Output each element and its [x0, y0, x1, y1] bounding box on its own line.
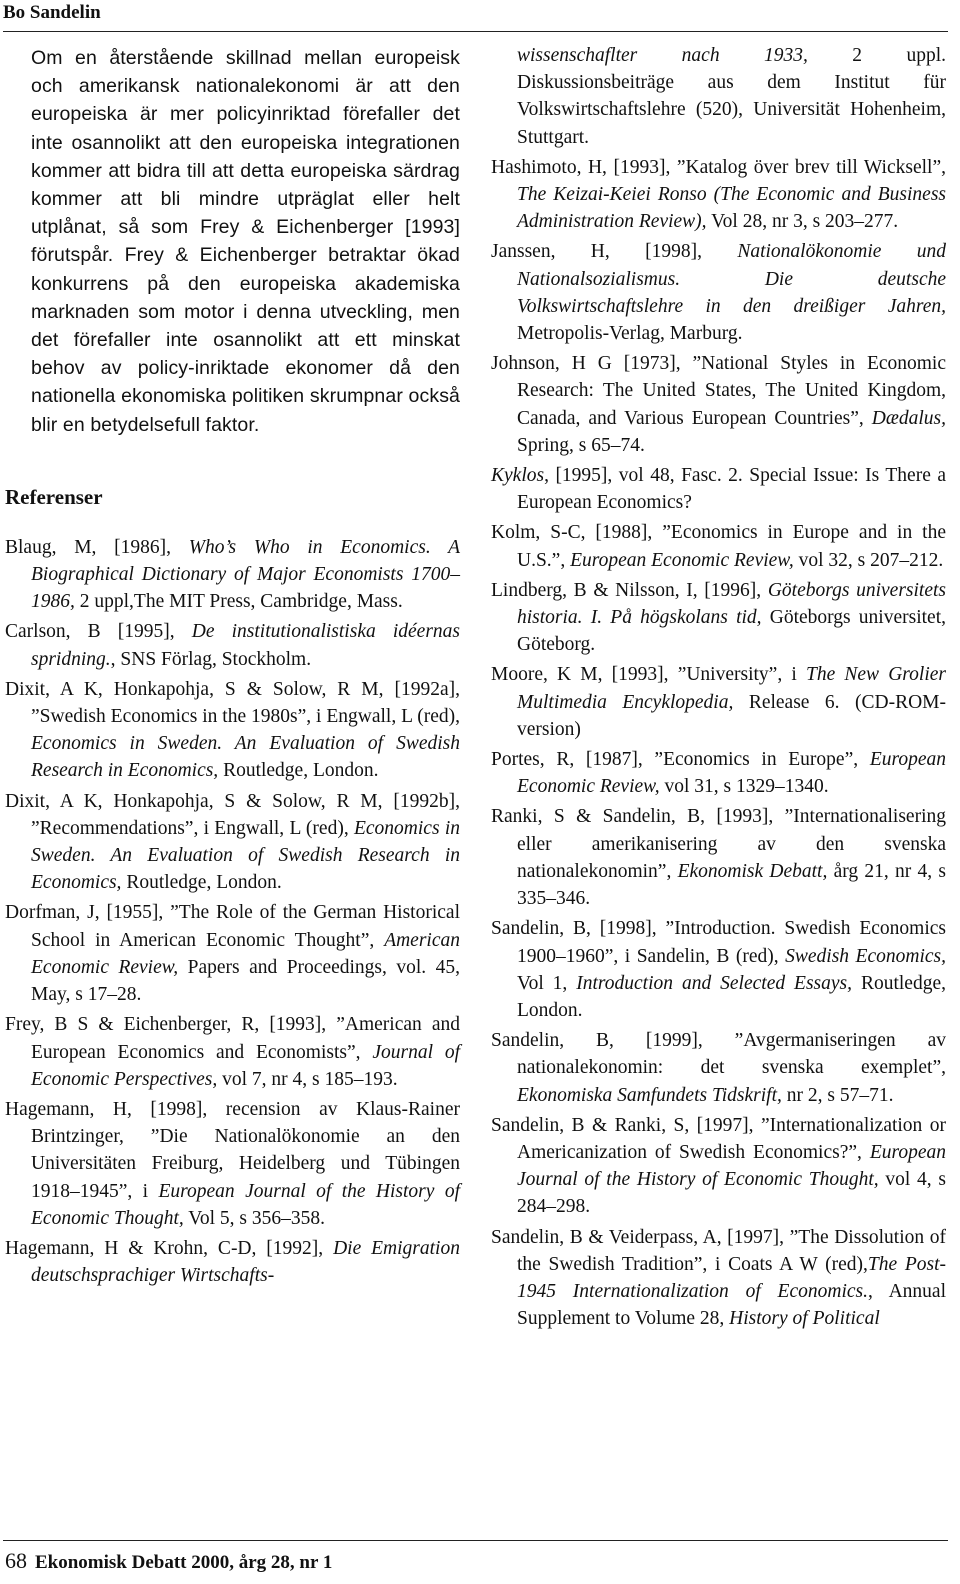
body-paragraph: Om en återstående skillnad mellan europeisk och amerikansk nationalekonomi är att den europeiska är mer policyinriktad förefaller det inte osannolikt att den europeiska integrationen kommer att bidra till att detta europeiska särdrag kommer att bli mindre utpräglat eller helt utplånat, så som Frey & Eichenberger [1993] förutspår. Frey & Eichenberger betraktar ökad konkurrens på den europeiska akademiska marknaden som motor i denna utveckling, men det förefaller inte osannolikt att ett minskat behov av policy-inriktade ekonomer då den nationella ekonomiska politiken skrumpnar också blir en betydelsefull faktor. [31, 47, 460, 436]
right-column [491, 42, 946, 1335]
reference-entry: Portes, R, [1987], ”Economics in Europe”, European Economic Review, vol 31, s 1329–1340. [491, 749, 946, 798]
reference-entry: Dorfman, J, [1955], ”The Role of the German Historical School in American Economic Thought”, American Economic Review, Papers and Proceedings, vol. 45, May, s 17–28. [5, 902, 460, 1006]
reference-entry: Janssen, H, [1998], Nationalökonomie und Nationalsozialismus. Die deutsche Volkswirtschaftslehre in den dreißiger Jahren, Metropolis-Verlag, Marburg. [491, 241, 946, 345]
page-footer [5, 1548, 332, 1574]
references-heading: Referenser [5, 484, 103, 509]
references-list-left [5, 534, 460, 1289]
reference-entry: Lindberg, B & Nilsson, I, [1996], Göteborgs universitets historia. I. På högskolans tid, Göteborgs universitet, Göteborg. [491, 579, 946, 656]
reference-entry: Carlson, B [1995], De institutionalistiska idéernas spridning., SNS Förlag, Stockholm. [5, 621, 460, 670]
reference-entry: Hagemann, H & Krohn, C-D, [1992], Die Emigration deutschsprachiger Wirtschafts- [5, 1237, 460, 1287]
references-list-right [491, 42, 946, 1332]
reference-entry: Kyklos, [1995], vol 48, Fasc. 2. Special Issue: Is There a European Economics? [491, 465, 946, 514]
reference-entry: Johnson, H G [1973], ”National Styles in Economic Research: The United States, The United Kingdom, Canada, and Various European Countries”, Dædalus, Spring, s 65–74. [491, 353, 946, 456]
reference-entry: Sandelin, B & Veiderpass, A, [1997], ”The Dissolution of the Swedish Tradition”, i Coats A W (red),The Post-1945 Internationalization of Economics., Annual Supplement to Volume 28, History of Political [491, 1226, 946, 1330]
left-column [5, 44, 460, 1292]
reference-entry: Hashimoto, H, [1993], ”Katalog över brev till Wicksell”, The Keizai-Keiei Ronso (The Economic and Business Administration Review), Vol 28, nr 3, s 203–277. [491, 156, 946, 233]
reference-entry: Hagemann, H, [1998], recension av Klaus-Rainer Brintzinger, ”Die Nationalökonomie an den Universitäten Freiburg, Heidelberg und Tübingen 1918–1945”, i European Journal of the History of Economic Thought, Vol 5, s 356–358. [5, 1098, 460, 1229]
reference-entry: Ranki, S & Sandelin, B, [1993], ”Internationalisering eller amerikanisering av den svenska nationalekonomin”, Ekonomisk Debatt, årg 21, nr 4, s 335–346. [491, 806, 946, 910]
reference-entry: Kolm, S-C, [1988], ”Economics in Europe and in the U.S.”, European Economic Review, vol 32, s 207–212. [491, 522, 946, 571]
page-number: 68 [5, 1548, 27, 1573]
reference-entry: Sandelin, B, [1998], ”Introduction. Swedish Economics 1900–1960”, i Sandelin, B (red), Swedish Economics, Vol 1, Introduction and Selected Essays, Routledge, London. [491, 918, 946, 1021]
reference-entry: wissenschaflter nach 1933, 2 uppl. Diskussionsbeiträge aus dem Institut für Volkswirtschaftslehre (520), Universität Hohenheim, Stuttgart. [517, 45, 947, 148]
reference-entry: Frey, B S & Eichenberger, R, [1993], ”American and European Economics and Economists”, Journal of Economic Perspectives, vol 7, nr 4, s 185–193. [5, 1014, 460, 1090]
reference-entry: Blaug, M, [1986], Who’s Who in Economics. A Biographical Dictionary of Major Economists 1700–1986, 2 uppl,The MIT Press, Cambridge, Mass. [5, 536, 460, 613]
running-header [3, 0, 948, 32]
header-author: Bo Sandelin [3, 2, 101, 23]
reference-entry: Dixit, A K, Honkapohja, S & Solow, R M, [1992a], ”Swedish Economics in the 1980s”, i Engwall, L (red), Economics in Sweden. An Evaluation of Swedish Research in Economics, Routledge, London. [5, 678, 460, 782]
reference-entry: Moore, K M, [1993], ”University”, i The New Grolier Multimedia Encyklopedia, Release 6. (CD-ROM-version) [491, 664, 946, 740]
reference-entry: Sandelin, B, [1999], ”Avgermaniseringen av nationalekonomin: det svenska exemplet”, Ekonomiska Samfundets Tidskrift, nr 2, s 57–71. [491, 1030, 946, 1106]
journal-info: Ekonomisk Debatt 2000, årg 28, nr 1 [35, 1552, 333, 1573]
reference-entry: Sandelin, B & Ranki, S, [1997], ”Internationalization or Americanization of Swedish Economics?”, European Journal of the History of Economic Thought, vol 4, s 284–298. [491, 1114, 946, 1218]
footer-rule [3, 1540, 948, 1541]
reference-entry: Dixit, A K, Honkapohja, S & Solow, R M, [1992b], ”Recommendations”, i Engwall, L (red), Economics in Sweden. An Evaluation of Swedish Research in Economics, Routledge, London. [5, 790, 460, 894]
